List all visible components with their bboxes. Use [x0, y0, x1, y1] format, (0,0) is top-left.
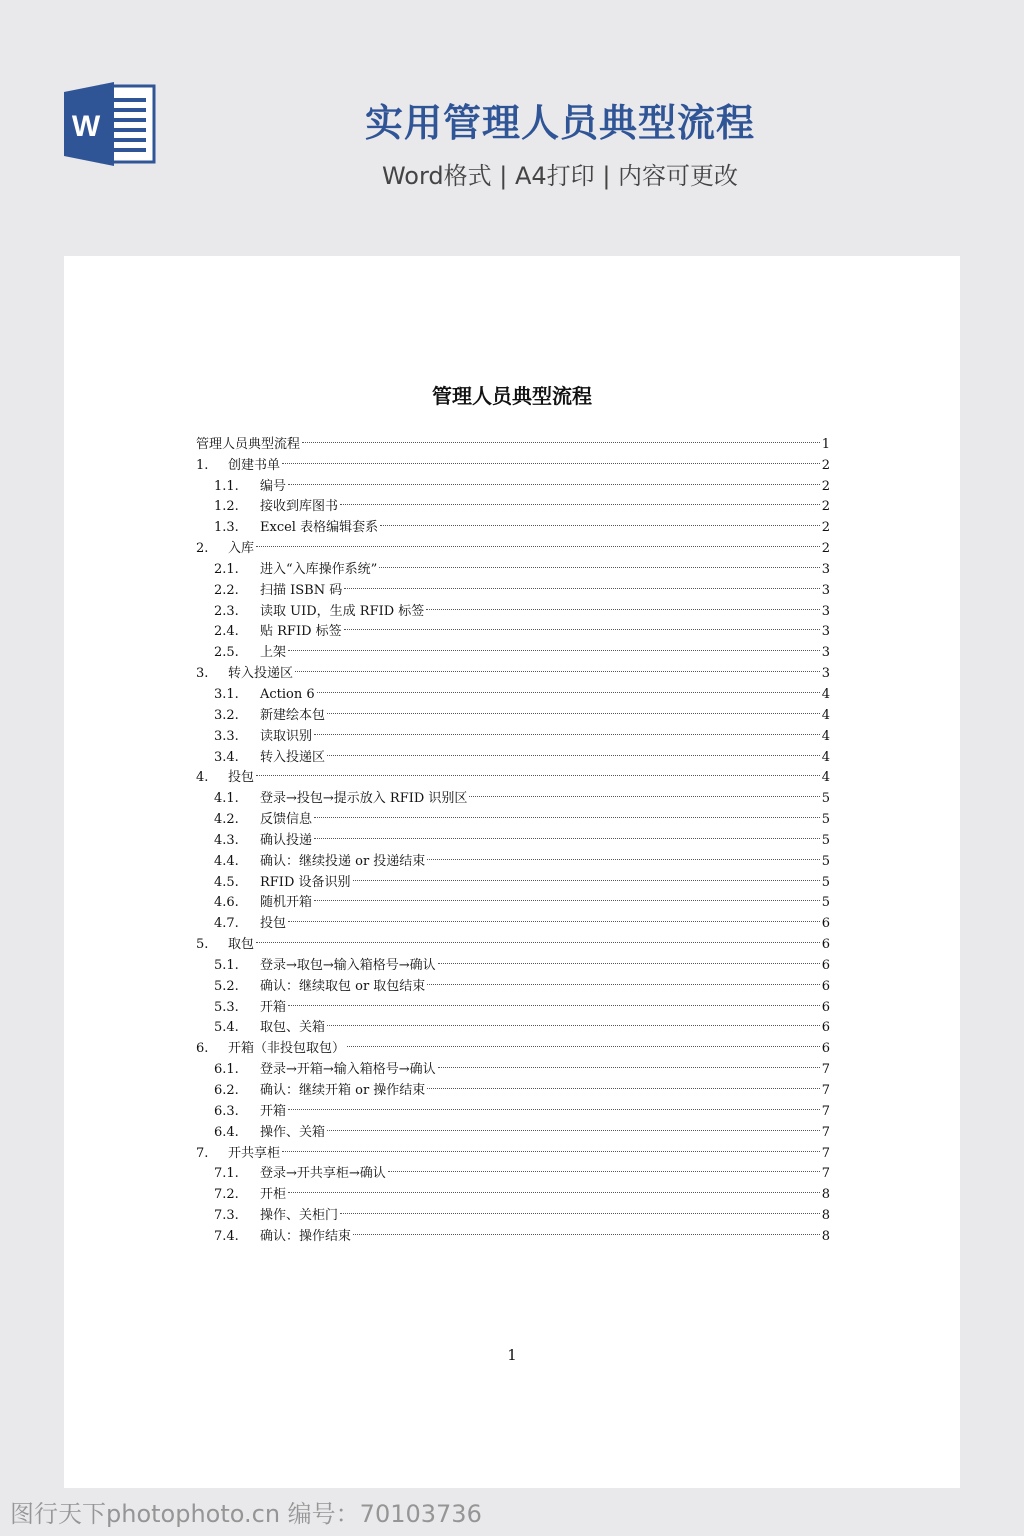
toc-entry-text: 随机开箱	[260, 895, 313, 911]
toc-entry-number: 4.1.	[214, 791, 239, 807]
toc-entry-page: 2	[821, 541, 830, 557]
toc-dot-leader	[347, 1025, 820, 1047]
toc-dot-leader	[256, 525, 820, 547]
toc-entry-number: 5.1.	[214, 957, 239, 973]
toc-entry-text: 投包	[260, 916, 287, 932]
toc-entry-number: 1.3.	[214, 520, 239, 536]
toc-entry-page: 5	[821, 874, 830, 890]
toc-entry-number: 7.3.	[214, 1208, 239, 1224]
toc-entry-number: 3.	[196, 666, 209, 682]
toc-entry-text: 操作、关柜门	[260, 1208, 339, 1224]
toc-entry-page: 7	[821, 1124, 830, 1140]
toc-entry-text: 登录→开箱→输入箱格号→确认	[260, 1062, 436, 1078]
toc-entry-page: 6	[821, 1020, 830, 1036]
toc-entry-number: 3.3.	[214, 728, 239, 744]
toc-entry-number: 1.	[196, 457, 209, 473]
toc-entry-text: 操作、关箱	[260, 1124, 326, 1140]
table-of-contents	[196, 426, 830, 1244]
toc-dot-leader	[426, 588, 819, 610]
toc-entry-text: 反馈信息	[260, 812, 313, 828]
toc-entry-number: 6.3.	[214, 1103, 239, 1119]
toc-entry-text: 取包、关箱	[260, 1020, 326, 1036]
toc-dot-leader	[288, 984, 820, 1006]
toc-dot-leader	[344, 609, 820, 631]
toc-entry-text: 登录→开共享柜→确认	[260, 1166, 386, 1182]
toc-entry-page: 5	[821, 812, 830, 828]
toc-entry-page: 7	[821, 1145, 830, 1161]
toc-entry-number: 7.1.	[214, 1166, 239, 1182]
toc-entry-page: 3	[821, 624, 830, 640]
toc-entry-number: 7.2.	[214, 1187, 239, 1203]
toc-entry-number: 4.2.	[214, 812, 239, 828]
toc-entry-page: 3	[821, 645, 830, 661]
toc-dot-leader	[379, 546, 819, 568]
toc-entry-number: 6.1.	[214, 1062, 239, 1078]
toc-dot-leader	[314, 817, 820, 839]
toc-entry-page: 3	[821, 582, 830, 598]
toc-entry-number: 2.1.	[214, 561, 239, 577]
toc-entry-page: 6	[821, 937, 830, 953]
toc-entry-page: 8	[821, 1208, 830, 1224]
toc-entry-text: 接收到库图书	[260, 499, 339, 515]
toc-entry-page: 4	[821, 707, 830, 723]
toc-dot-leader	[288, 629, 820, 651]
toc-entry-page: 7	[821, 1062, 830, 1078]
toc-entry-number: 6.4.	[214, 1124, 239, 1140]
toc-entry-number: 1.2.	[214, 499, 239, 515]
toc-entry-text: 登录→取包→输入箱格号→确认	[260, 957, 436, 973]
toc-entry-text: 读取 UID，生成 RFID 标签	[260, 603, 425, 619]
toc-dot-leader	[327, 1109, 820, 1131]
toc-dot-leader	[380, 504, 820, 526]
toc-entry-page: 6	[821, 957, 830, 973]
toc-entry-page: 6	[821, 978, 830, 994]
toc-entry-text: 开箱	[260, 999, 287, 1015]
toc-dot-leader	[344, 567, 819, 589]
toc-entry-number: 4.4.	[214, 853, 239, 869]
toc-entry-page: 6	[821, 916, 830, 932]
toc-entry-page: 5	[821, 895, 830, 911]
toc-entry-text: 确认：操作结束	[260, 1228, 352, 1244]
toc-entry-page: 5	[821, 853, 830, 869]
toc-entry-text: 转入投递区	[228, 666, 294, 682]
toc-entry-page: 2	[821, 520, 830, 536]
toc-dot-leader	[427, 1067, 819, 1089]
toc-entry-number: 2.2.	[214, 582, 239, 598]
toc-entry-text: 进入“入库操作系统”	[260, 561, 378, 577]
toc-entry-number: 4.5.	[214, 874, 239, 890]
toc-dot-leader	[353, 1213, 820, 1235]
toc-entry-page: 4	[821, 728, 830, 744]
toc-dot-leader	[340, 1192, 820, 1214]
banner-title: 实用管理人员典型流程	[364, 101, 755, 145]
toc-dot-leader	[314, 713, 820, 735]
toc-entry-number: 3.4.	[214, 749, 239, 765]
toc-dot-leader	[314, 880, 820, 902]
toc-dot-leader	[282, 442, 820, 464]
toc-entry-text: 入库	[228, 541, 255, 557]
toc-entry-page: 2	[821, 478, 830, 494]
toc-entry-page: 7	[821, 1103, 830, 1119]
toc-entry-number: 5.4.	[214, 1020, 239, 1036]
banner-subtitle: Word格式 | A4打印 | 内容可更改	[381, 162, 739, 190]
toc-entry-page: 6	[821, 1041, 830, 1057]
toc-entry-text: 确认：继续取包 or 取包结束	[260, 978, 426, 994]
toc-dot-leader	[340, 484, 820, 506]
toc-entry-page: 2	[821, 457, 830, 473]
toc-entry-page: 8	[821, 1228, 830, 1244]
toc-entry-text: Action 6	[260, 686, 315, 702]
toc-entry-text: 开共享柜	[228, 1145, 281, 1161]
toc-dot-leader	[256, 921, 820, 943]
toc-entry-page: 6	[821, 999, 830, 1015]
toc-dot-leader	[427, 838, 819, 860]
toc-entry-number: 4.	[196, 770, 209, 786]
toc-dot-leader	[469, 775, 819, 797]
toc-entry-page: 2	[821, 499, 830, 515]
watermark: 图行天下photophoto.cn 编号：70103736	[10, 1500, 482, 1528]
toc-dot-leader	[288, 463, 820, 485]
toc-entry-text: 开柜	[260, 1187, 287, 1203]
toc-entry-text: 编号	[260, 478, 287, 494]
toc-entry-number: 4.6.	[214, 895, 239, 911]
toc-entry-page: 5	[821, 832, 830, 848]
toc-dot-leader	[295, 650, 820, 672]
toc-dot-leader	[327, 734, 820, 756]
toc-entry-page: 3	[821, 561, 830, 577]
toc-entry-number: 6.2.	[214, 1083, 239, 1098]
toc-entry-text: 确认投递	[260, 832, 313, 848]
toc-entry-text: 读取识别	[260, 728, 313, 744]
toc-entry-number: 5.2.	[214, 978, 239, 994]
toc-entry-number: 2.4.	[214, 624, 239, 640]
toc-entry-page: 5	[821, 791, 830, 807]
toc-entry-text: 确认：继续开箱 or 操作结束	[260, 1083, 426, 1098]
toc-entry-number: 4.7.	[214, 916, 239, 932]
toc-dot-leader	[438, 1046, 820, 1068]
toc-dot-leader	[427, 963, 819, 985]
toc-entry-number: 1.1.	[214, 478, 239, 494]
toc-entry-number: 2.	[196, 541, 209, 557]
toc-entry-number: 7.4.	[214, 1228, 239, 1244]
toc-entry-page: 4	[821, 770, 830, 786]
toc-dot-leader	[256, 755, 820, 777]
word-logo-icon	[64, 82, 156, 166]
toc-entry-number: 7.	[196, 1145, 209, 1161]
toc-entry-number: 2.5.	[214, 645, 239, 661]
toc-dot-leader	[288, 1088, 820, 1110]
toc-entry-text: 取包	[228, 937, 255, 953]
toc-entry-text: 确认：继续投递 or 投递结束	[260, 853, 426, 869]
toc-entry-page: 7	[821, 1166, 830, 1182]
toc-dot-leader	[327, 692, 820, 714]
toc-entry-number: 2.3.	[214, 603, 239, 619]
page-number: 1	[507, 1346, 517, 1364]
toc-dot-leader	[388, 1151, 820, 1173]
toc-entry-text: 转入投递区	[260, 749, 326, 765]
toc-entry-text: 投包	[228, 770, 255, 786]
toc-entry-text: Excel 表格编辑套系	[260, 520, 379, 536]
toc-entry-text: 开箱	[260, 1103, 287, 1119]
toc-entry-number: 3.1.	[214, 686, 239, 702]
toc-entry-page: 3	[821, 603, 830, 619]
document-title: 管理人员典型流程	[432, 384, 592, 408]
banner-header	[0, 0, 1024, 240]
toc-entry-text: 贴 RFID 标签	[260, 624, 342, 640]
logo-letter: W	[71, 110, 101, 143]
toc-entry-text: RFID 设备识别	[260, 874, 351, 890]
toc-entry-page: 7	[821, 1083, 830, 1098]
toc-dot-leader	[282, 1130, 820, 1152]
toc-dot-leader	[288, 1171, 820, 1193]
toc-dot-leader	[353, 859, 820, 881]
toc-dot-leader	[317, 671, 820, 693]
toc-entry-number: 6.	[196, 1041, 209, 1057]
toc-entry-text: 上架	[260, 645, 287, 661]
toc-entry-page: 4	[821, 749, 830, 765]
document-page	[64, 256, 960, 1488]
toc-entry-page: 3	[821, 666, 830, 682]
toc-entry-number: 4.3.	[214, 832, 239, 848]
toc-entry-text: 管理人员典型流程	[196, 436, 301, 452]
toc-entry-number: 3.2.	[214, 707, 239, 723]
toc-entry-page: 4	[821, 686, 830, 702]
toc-entry-text: 扫描 ISBN 码	[260, 582, 343, 598]
toc-dot-leader	[288, 900, 820, 922]
toc-entry-text: 新建绘本包	[260, 707, 326, 723]
toc-entry-number: 5.	[196, 937, 209, 953]
toc-entry-text: 登录→投包→提示放入 RFID 识别区	[260, 791, 468, 807]
toc-entry-page: 1	[821, 436, 830, 452]
toc-entry-text: 开箱（非投包取包）	[228, 1041, 346, 1057]
toc-entry-text: 创建书单	[228, 457, 281, 473]
toc-dot-leader	[327, 1005, 820, 1027]
toc-entry-page: 8	[821, 1187, 830, 1203]
toc-entry-number: 5.3.	[214, 999, 239, 1015]
toc-dot-leader	[302, 421, 820, 443]
toc-dot-leader	[438, 942, 820, 964]
toc-dot-leader	[314, 796, 820, 818]
